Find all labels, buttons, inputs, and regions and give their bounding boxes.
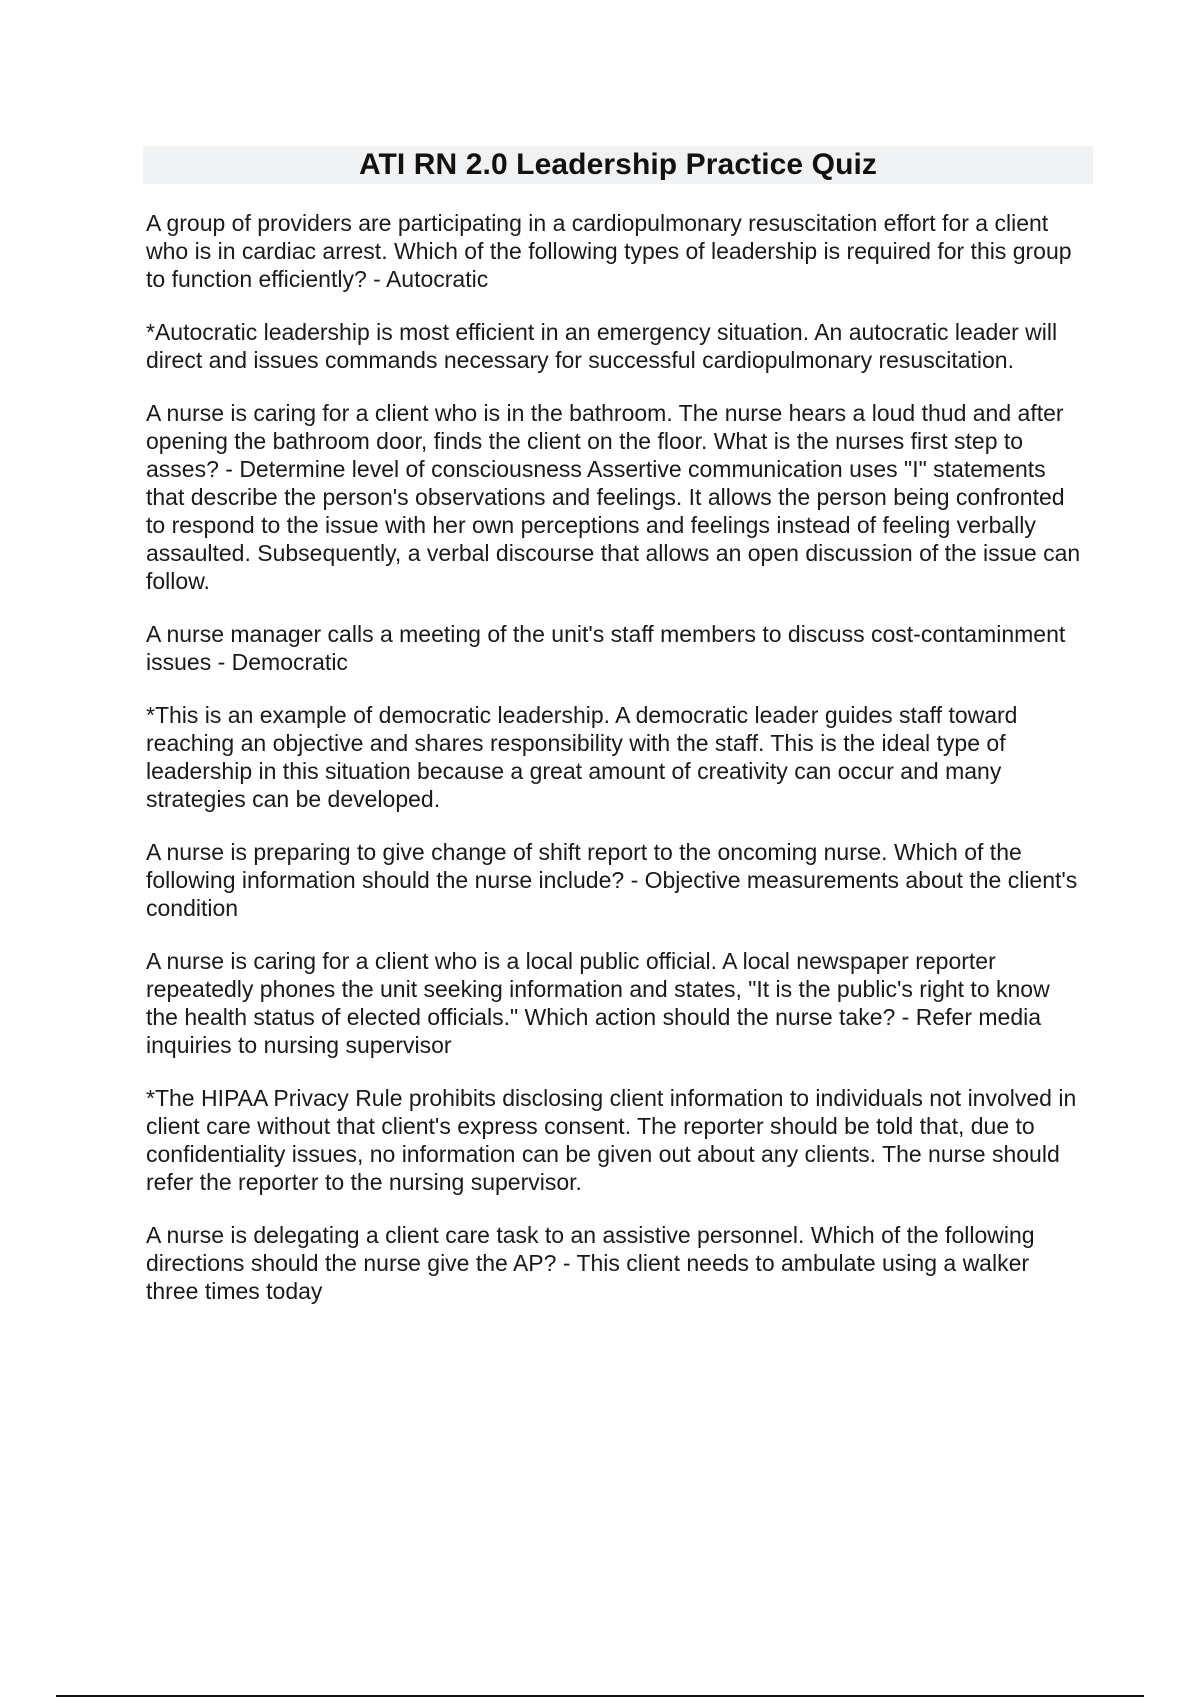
paragraph-rationale-hipaa: *The HIPAA Privacy Rule prohibits disclosing client information to individuals not involved in client care without that client's express consent. The reporter should be told that, due to confidentiality issues, no information can be given out about any clients. The nurse should refer the reporter to the nursing supervisor.: [146, 1085, 1077, 1195]
paragraph-question-cost-meeting: A nurse manager calls a meeting of the unit's staff members to discuss cost-contaminment issues - Democratic: [146, 621, 1066, 675]
title-banner: [143, 146, 1093, 184]
paragraph-question-media-inquiry: A nurse is caring for a client who is a local public official. A local newspaper reporter repeatedly phones the unit seeking information and states, "It is the public's right to know the health status of elected officials." Which action should the nurse take? - Refer media inquiries to nursing supervisor: [146, 948, 1050, 1058]
quiz-content: [146, 209, 1086, 1330]
paragraph-question-delegation: A nurse is delegating a client care task to an assistive personnel. Which of the following directions should the nurse give the AP? - This client needs to ambulate using a walker three times today: [146, 1222, 1035, 1304]
paragraph-question-shift-report: A nurse is preparing to give change of shift report to the oncoming nurse. Which of the following information should the nurse include? - Objective measurements about the client's condition: [146, 839, 1078, 921]
paragraph-rationale-democratic: *This is an example of democratic leadership. A democratic leader guides staff toward reaching an objective and shares responsibility with the staff. This is the ideal type of leadership in this situation because a great amount of creativity can occur and many strategies can be developed.: [146, 702, 1018, 812]
bottom-divider: [56, 1695, 1144, 1697]
paragraph-rationale-autocratic: *Autocratic leadership is most efficient in an emergency situation. An autocratic leader will direct and issues commands necessary for successful cardiopulmonary resuscitation.: [146, 319, 1058, 373]
paragraph-question-bathroom-fall: A nurse is caring for a client who is in the bathroom. The nurse hears a loud thud and after opening the bathroom door, finds the client on the floor. What is the nurses first step to asses? - Determine level of consciousness Assertive communication uses "I" statements that describe the person's observations and feelings. It allows the person being confronted to respond to the issue with her own perceptions and feelings instead of feeling verbally assaulted. Subsequently, a verbal discourse that allows an open discussion of the issue can follow.: [146, 400, 1081, 594]
page-title: ATI RN 2.0 Leadership Practice Quiz: [358, 148, 878, 181]
paragraph-question-cpr-leadership: A group of providers are participating in a cardiopulmonary resuscitation effort for a client who is in cardiac arrest. Which of the following types of leadership is required for this group to function efficiently? - Autocratic: [146, 210, 1072, 292]
